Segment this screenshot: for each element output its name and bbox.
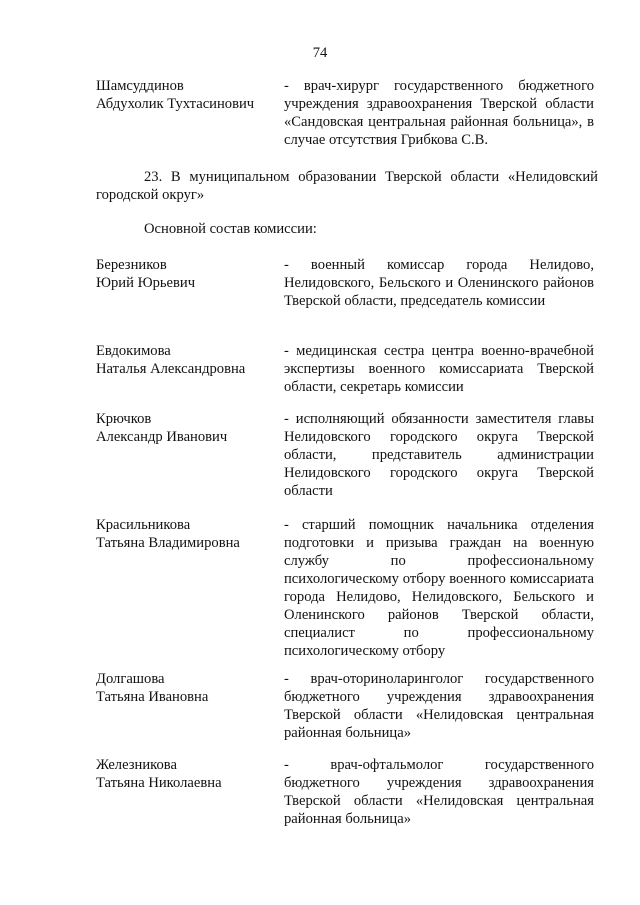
- member-given-names: Наталья Александровна: [96, 361, 246, 377]
- member-surname: Железникова: [96, 757, 177, 773]
- commission-subheading: Основной состав комиссии:: [144, 221, 317, 237]
- member-surname: Шамсуддинов: [96, 78, 184, 94]
- member-surname: Красильникова: [96, 517, 191, 533]
- member-position: - медицинская сестра центра военно-врачебной экспертизы военного комиссариата Тверской области, секретарь комиссии: [284, 343, 594, 395]
- member-given-names: Татьяна Николаевна: [96, 775, 222, 791]
- member-name: [96, 342, 276, 378]
- member-position: - врач-офтальмолог государственного бюджетного учреждения здравоохранения Тверской области «Нелидовская центральная районная больница»: [284, 757, 594, 827]
- section-heading: 23. В муниципальном образовании Тверской области «Нелидовский городской округ»: [96, 169, 598, 203]
- member-given-names: Татьяна Владимировна: [96, 535, 240, 551]
- member-given-names: Татьяна Ивановна: [96, 689, 209, 705]
- member-position: - исполняющий обязанности заместителя главы Нелидовского городского округа Тверской области, представитель администрации Нелидовского городского округа Тверской области: [284, 411, 594, 499]
- member-name: [96, 410, 276, 446]
- member-name: [96, 516, 276, 552]
- member-name: [96, 256, 276, 292]
- member-given-names: Абдухолик Тухтасинович: [96, 96, 255, 112]
- member-position: - врач-оториноларинголог государственного бюджетного учреждения здравоохранения Тверской области «Нелидовская центральная районная больница»: [284, 671, 594, 741]
- member-position: - врач-хирург государственного бюджетного учреждения здравоохранения Тверской области «Сандовская центральная районная больница», в случае отсутствия Грибкова С.В.: [284, 78, 594, 148]
- member-name: [96, 77, 276, 113]
- member-given-names: Александр Иванович: [96, 429, 228, 445]
- member-surname: Евдокимова: [96, 343, 171, 359]
- member-surname: Березников: [96, 257, 167, 273]
- member-surname: Крючков: [96, 411, 152, 427]
- member-position: - старший помощник начальника отделения подготовки и призыва граждан на военную службу по профессиональному психологическому отбору военного комиссариата города Нелидово, Нелидовского, Бельского и Оленинского районов Тверской области, специалист по профессиональному психологическому отбору: [284, 517, 594, 659]
- member-name: [96, 670, 276, 706]
- member-surname: Долгашова: [96, 671, 165, 687]
- member-position: - военный комиссар города Нелидово, Нелидовского, Бельского и Оленинского районов Тверской области, председатель комиссии: [284, 257, 594, 309]
- page-number: 74: [312, 45, 328, 61]
- member-name: [96, 756, 276, 792]
- member-given-names: Юрий Юрьевич: [96, 275, 196, 291]
